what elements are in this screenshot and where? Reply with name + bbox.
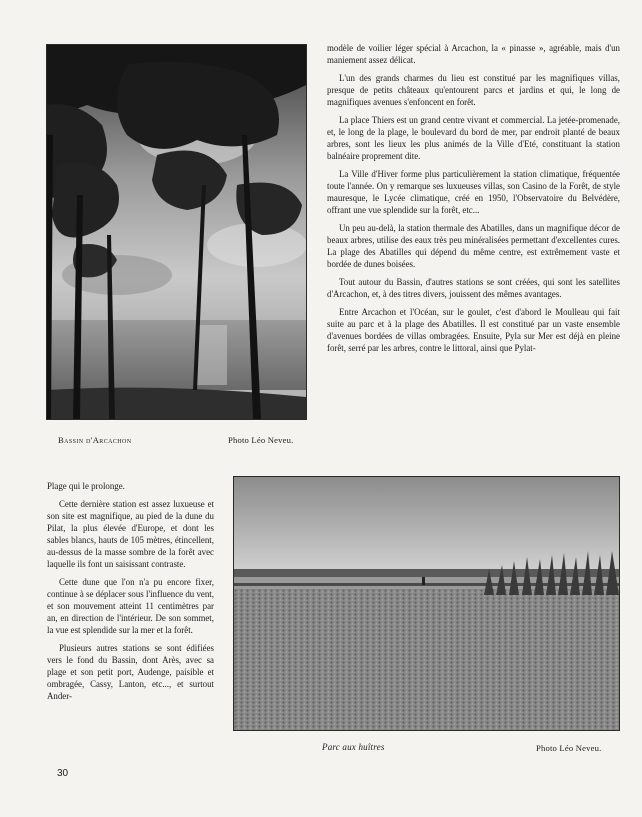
left-text-column bbox=[47, 480, 214, 708]
pine-trees-photo bbox=[47, 45, 306, 419]
paragraph: Plusieurs autres stations se sont édifiées vers le fond du Bassin, dont Arès, avec sa plage et son petit port, Audenge, paisible et ombragée, Cassy, Lanton, etc..., et surtout Ander- bbox=[47, 643, 214, 701]
paragraph: modèle de voilier léger spécial à Arcachon, la « pinasse », agréable, mais d'un maniement assez délicat. bbox=[327, 43, 620, 65]
paragraph: Un peu au-delà, la station thermale des Abatilles, dans un magnifique décor de beaux arbres, utilise des eaux très peu minéralisées permettant d'excellentes cures. La plage des Abatilles qui dépend du même centre, est extrêmement vaste et bordée de dunes boisées. bbox=[327, 223, 620, 269]
paragraph: Cette dernière station est assez luxueuse et son site est magnifique, au pied de la dune du Pilat, la plus élevée d'Europe, et dont les sables blancs, hauts de 105 mètres, étincellent, au-dessus de la masse sombre de la forêt avec laquelle ils font un saisissant contraste. bbox=[47, 499, 214, 569]
photo1-caption-credit: Photo Léo Neveu. bbox=[228, 435, 294, 445]
paragraph: Plage qui le prolonge. bbox=[47, 481, 125, 491]
paragraph: L'un des grands charmes du lieu est constitué par les magnifiques villas, presque de petits châteaux qu'entourent parcs et jardins et qui, le long de magnifiques avenues s'enfoncent en forêt. bbox=[327, 73, 620, 107]
paragraph: La place Thiers est un grand centre vivant et commercial. La jetée-promenade, et, le long de la plage, le boulevard du bord de mer, par endroit planté de beaux arbres, sont les lieux les plus animés de la Ville d'Eté, constituant la station balnéaire proprement dite. bbox=[327, 115, 620, 161]
oyster-park-photo bbox=[234, 477, 619, 730]
photo2-caption-credit: Photo Léo Neveu. bbox=[536, 743, 602, 753]
paragraph: Cette dune que l'on n'a pu encore fixer, continue à se déplacer sous l'influence du vent, et son mouvement atteint 11 centimètres par an, en direction de l'intérieur. De son sommet, la vue est splendide sur la mer et la forêt. bbox=[47, 577, 214, 635]
photo2-caption-title: Parc aux huîtres bbox=[322, 742, 385, 752]
photo1-caption-title: Bassin d'Arcachon bbox=[58, 435, 132, 445]
page-number: 30 bbox=[57, 768, 69, 779]
paragraph: Tout autour du Bassin, d'autres stations se sont créées, qui sont les satellites d'Arcachon, et, à des titres divers, jouissent des mêmes avantages. bbox=[327, 277, 620, 299]
paragraph: La Ville d'Hiver forme plus particulièrement la station climatique, fréquentée toute l'année. On y remarque ses luxueuses villas, son Casino de la Forêt, de style mauresque, le Lycée climatique, créé en 1950, l'Observatoire du Belvédère, offrant une vue splendide sur la forêt, etc... bbox=[327, 169, 620, 215]
photo-bassin-arcachon bbox=[46, 44, 307, 420]
right-text-column bbox=[327, 42, 620, 360]
paragraph: Entre Arcachon et l'Océan, sur le goulet, c'est d'abord le Moulleau qui fait suite au parc et à la plage des Abatilles. Il est constitué par un vaste ensemble d'avenues bordées de villas ombragées. Ensuite, Pyla sur Mer est déjà en pleine forêt, serré par les arbres, contre le littoral, ainsi que Pylat- bbox=[327, 307, 620, 353]
photo-parc-aux-huitres bbox=[233, 476, 620, 731]
